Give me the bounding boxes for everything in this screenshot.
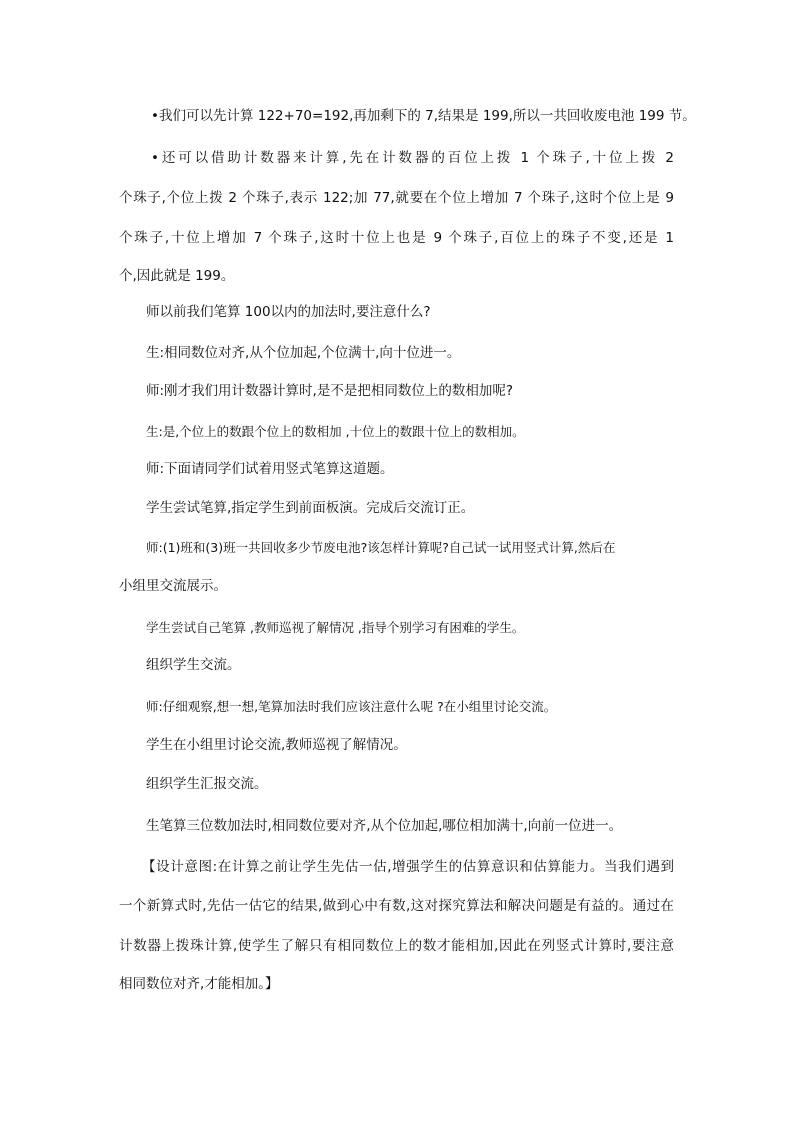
paragraph-line: 组织学生交流。 <box>146 657 241 673</box>
paragraph-line: 生笔算三位数加法时,相同数位要对齐,从个位加起,哪位相加满十,向前一位进一。 <box>146 818 623 834</box>
paragraph-line: 个珠子,个位上拨 2 个珠子,表示 122;加 77,就要在个位上增加 7 个珠子,这时个位上是 9 <box>119 190 674 206</box>
paragraph-line: 学生尝试笔算,指定学生到前面板演。完成后交流订正。 <box>146 500 475 516</box>
paragraph-line: 生:是,个位上的数跟个位上的数相加 ,十位上的数跟十位上的数相加。 <box>146 424 525 439</box>
design-intent-line: 相同数位对齐,才能相加。】 <box>119 976 279 992</box>
paragraph-line: 师:刚才我们用计数器计算时,是不是把相同数位上的数相加呢? <box>146 383 514 399</box>
paragraph-line: 师:下面请同学们试着用竖式笔算这道题。 <box>146 461 394 477</box>
design-intent-line: 【设计意图:在计算之前让学生先估一估,增强学生的估算意识和估算能力。当我们遇到 <box>142 859 674 875</box>
paragraph-line: 生:相同数位对齐,从个位加起,个位满十,向十位进一。 <box>146 345 461 361</box>
design-intent-line: 计数器上拨珠计算,使学生了解只有相同数位上的数才能相加,因此在列竖式计算时,要注意 <box>119 938 674 954</box>
paragraph-line: 师:仔细观察,想一想,笔算加法时我们应该注意什么呢 ?在小组里讨论交流。 <box>146 699 557 714</box>
paragraph-line: 组织学生汇报交流。 <box>146 776 268 792</box>
paragraph-line: •还可以借助计数器来计算,先在计数器的百位上拨 1 个珠子,十位上拨 2 <box>151 150 674 166</box>
paragraph-line: 师:(1)班和(3)班一共回收多少节废电池?该怎样计算呢?自己试一试用竖式计算,然后在 <box>146 540 616 555</box>
paragraph-line: 学生尝试自己笔算 ,教师巡视了解情况 ,指导个别学习有困难的学生。 <box>146 620 525 635</box>
design-intent-line: 一个新算式时,先估一估它的结果,做到心中有数,这对探究算法和解决问题是有益的。通过在 <box>119 898 674 914</box>
paragraph-line: 小组里交流展示。 <box>119 578 227 594</box>
paragraph-line: 个,因此就是 199。 <box>119 268 235 284</box>
paragraph-line: 个珠子,十位上增加 7 个珠子,这时十位上也是 9 个珠子,百位上的珠子不变,还是 1 <box>119 230 674 246</box>
paragraph-line: •我们可以先计算 122+70=192,再加剩下的 7,结果是 199,所以一共回收废电池 199 节。 <box>151 108 696 124</box>
paragraph-line: 师以前我们笔算 100以内的加法时,要注意什么? <box>146 304 431 320</box>
paragraph-line: 学生在小组里讨论交流,教师巡视了解情况。 <box>146 737 407 753</box>
